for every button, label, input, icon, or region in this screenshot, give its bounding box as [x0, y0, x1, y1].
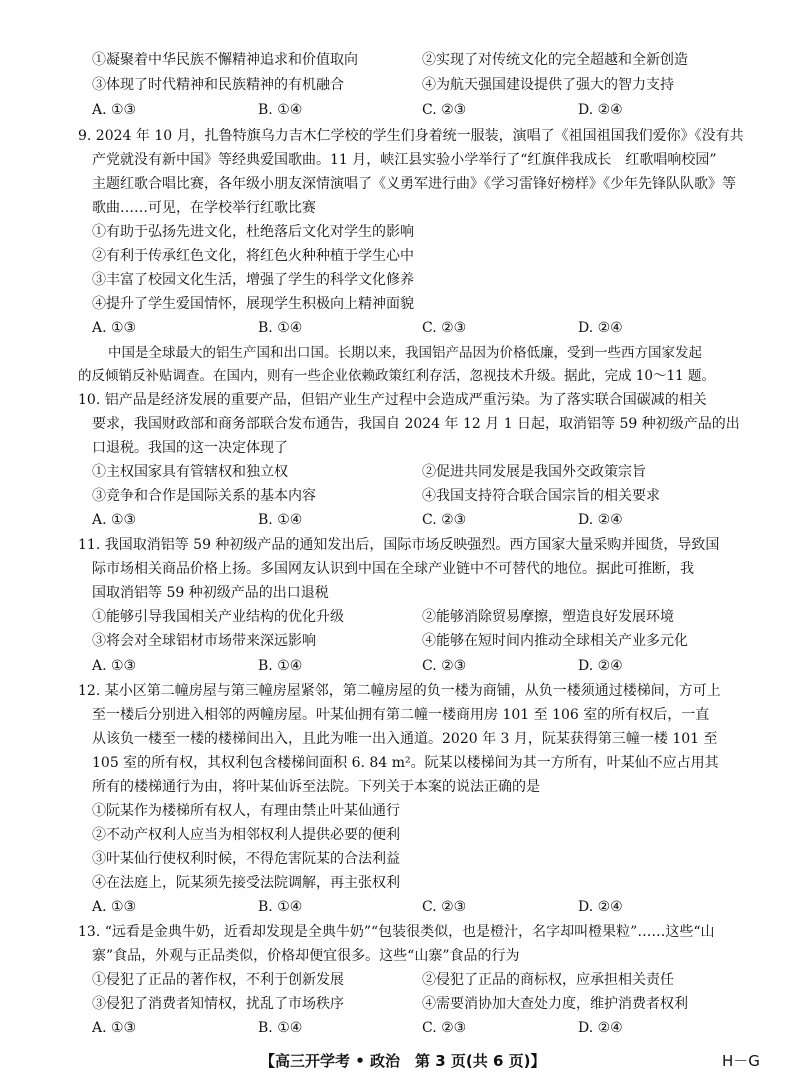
- q12-statement-1: ①阮某作为楼梯所有权人，有理由禁止叶某仙通行: [92, 803, 400, 819]
- paper-code: H－G: [722, 1052, 760, 1070]
- q11-statement-3: ③将会对全球铝材市场带来深远影响: [92, 633, 316, 649]
- q12-option-c: C. ②③: [422, 899, 467, 915]
- q8-option-a: A. ①③: [92, 102, 137, 118]
- q13-statement-4: ④需要消协加大查处力度，维护消费者权利: [422, 996, 688, 1012]
- q13-stem-line-2: 寨”食品，外观与正品类似，价格却便宜很多。这些“山寨”食品的行为: [92, 948, 520, 964]
- q13-option-c: C. ②③: [422, 1020, 467, 1036]
- q13-option-d: D. ②④: [578, 1020, 623, 1036]
- q9-stem-line-1: 9. 2024 年 10 月，扎鲁特旗乌力吉木仁学校的学生们身着统一服装，演唱了《祖国祖国我们爱你》《没有共: [78, 128, 744, 144]
- q13-stem-line-1: 13. “远看是金典牛奶，近看却发现是全典牛奶”“包装很类似，也是橙汁，名字却叫橙果粒”……这些“山: [78, 924, 715, 940]
- q10-stem-line-1: 10. 铝产品是经济发展的重要产品，但铝产业生产过程中会造成严重污染。为了落实联合国碳减的相关: [78, 392, 707, 408]
- q11-option-b: B. ①④: [258, 658, 303, 674]
- q11-option-c: C. ②③: [422, 658, 467, 674]
- passage-line-1: 中国是全球最大的铝生产国和出口国。长期以来，我国铝产品因为价格低廉，受到一些西方国家发起: [108, 345, 702, 361]
- q9-option-d: D. ②④: [578, 320, 623, 336]
- q9-stem-line-4: 歌曲……可见，在学校举行红歌比赛: [92, 200, 316, 216]
- q13-option-b: B. ①④: [258, 1020, 303, 1036]
- q11-stem-line-2: 际市场相关商品价格上扬。多国网友认识到中国在全球产业链中不可替代的地位。据此可推断，我: [92, 561, 694, 577]
- q9-statement-2: ②有利于传承红色文化，将红色火种种植于学生心中: [92, 248, 414, 264]
- q9-statement-1: ①有助于弘扬先进文化，杜绝落后文化对学生的影响: [92, 224, 414, 240]
- q11-option-a: A. ①③: [92, 658, 137, 674]
- q10-statement-4: ④我国支持符合联合国宗旨的相关要求: [422, 488, 660, 504]
- q10-option-b: B. ①④: [258, 512, 303, 528]
- q13-statement-3: ③侵犯了消费者知情权，扰乱了市场秩序: [92, 996, 344, 1012]
- q10-option-a: A. ①③: [92, 512, 137, 528]
- q8-statement-2: ②实现了对传统文化的完全超越和全新创造: [422, 52, 688, 68]
- q13-statement-2: ②侵犯了正品的商标权，应承担相关责任: [422, 972, 674, 988]
- q12-stem-line-5: 所有的楼梯通行为由，将叶某仙诉至法院。下列关于本案的说法正确的是: [92, 779, 540, 795]
- q8-option-d: D. ②④: [578, 102, 623, 118]
- q10-option-d: D. ②④: [578, 512, 623, 528]
- page-footer: 【高三开学考 • 政治 第 3 页(共 6 页)】: [260, 1052, 546, 1070]
- q11-stem-line-3: 国取消铝等 59 种初级产品的出口退税: [92, 585, 329, 601]
- q9-statement-3: ③丰富了校园文化生活，增强了学生的科学文化修养: [92, 272, 414, 288]
- q12-option-b: B. ①④: [258, 899, 303, 915]
- q10-statement-3: ③竞争和合作是国际关系的基本内容: [92, 488, 316, 504]
- q13-statement-1: ①侵犯了正品的著作权，不利于创新发展: [92, 972, 344, 988]
- q10-stem-line-3: 口退税。我国的这一决定体现了: [92, 440, 288, 456]
- q11-stem-line-1: 11. 我国取消铝等 59 种初级产品的通知发出后，国际市场反映强烈。西方国家大量采购并囤货，导致国: [78, 537, 720, 553]
- q12-statement-4: ④在法庭上，阮某须先接受法院调解，再主张权利: [92, 875, 400, 891]
- passage-line-2: 的反倾销反补贴调查。在国内，则有一些企业依赖政策红利存活，忽视技术升级。据此，完成 10～11 题。: [78, 368, 715, 384]
- q8-statement-1: ①凝聚着中华民族不懈精神追求和价值取向: [92, 52, 358, 68]
- q9-stem-line-3: 主题红歌合唱比赛，各年级小朋友深情演唱了《义勇军进行曲》《学习雷锋好榜样》《少年先锋队队歌》等: [92, 176, 736, 192]
- q12-stem-line-4: 105 室的所有权，其权利包含楼梯间面积 6. 84 m²。阮某以楼梯间为其一方所有，叶某仙不应占用其: [92, 755, 719, 771]
- q12-stem-line-2: 至一楼后分别进入相邻的两幢房屋。叶某仙拥有第二幢一楼商用房 101 至 106 室的所有权后，一直: [92, 707, 710, 723]
- q10-stem-line-2: 要求，我国财政部和商务部联合发布通告，我国自 2024 年 12 月 1 日起，取消铝等 59 种初级产品的出: [92, 416, 740, 432]
- q9-stem-line-2: 产党就没有新中国》等经典爱国歌曲。11 月，峡江县实验小学举行了“红旗伴我成长 红歌唱响校园”: [92, 152, 717, 168]
- q12-statement-3: ③叶某仙行使权利时候，不得危害阮某的合法利益: [92, 851, 400, 867]
- q12-option-d: D. ②④: [578, 899, 623, 915]
- q10-option-c: C. ②③: [422, 512, 467, 528]
- q12-option-a: A. ①③: [92, 899, 137, 915]
- q11-option-d: D. ②④: [578, 658, 623, 674]
- q9-option-c: C. ②③: [422, 320, 467, 336]
- q11-statement-4: ④能够在短时间内推动全球相关产业多元化: [422, 633, 688, 649]
- q8-statement-3: ③体现了时代精神和民族精神的有机融合: [92, 77, 344, 93]
- q9-option-b: B. ①④: [258, 320, 303, 336]
- q10-statement-1: ①主权国家具有管辖权和独立权: [92, 464, 288, 480]
- q8-option-c: C. ②③: [422, 102, 467, 118]
- q8-option-b: B. ①④: [258, 102, 303, 118]
- q12-stem-line-1: 12. 某小区第二幢房屋与第三幢房屋紧邻，第二幢房屋的负一楼为商铺，从负一楼须通过楼梯间，方可上: [78, 683, 721, 699]
- q11-statement-2: ②能够消除贸易摩擦，塑造良好发展环境: [422, 609, 674, 625]
- q12-stem-line-3: 从该负一楼至一楼的楼梯间出入，且此为唯一出入通道。2020 年 3 月，阮某获得第三幢一楼 101 至: [92, 731, 718, 747]
- q9-option-a: A. ①③: [92, 320, 137, 336]
- q10-statement-2: ②促进共同发展是我国外交政策宗旨: [422, 464, 646, 480]
- q13-option-a: A. ①③: [92, 1020, 137, 1036]
- q9-statement-4: ④提升了学生爱国情怀，展现学生积极向上精神面貌: [92, 296, 414, 312]
- q11-statement-1: ①能够引导我国相关产业结构的优化升级: [92, 609, 344, 625]
- q12-statement-2: ②不动产权利人应当为相邻权利人提供必要的便利: [92, 827, 400, 843]
- q8-statement-4: ④为航天强国建设提供了强大的智力支持: [422, 77, 674, 93]
